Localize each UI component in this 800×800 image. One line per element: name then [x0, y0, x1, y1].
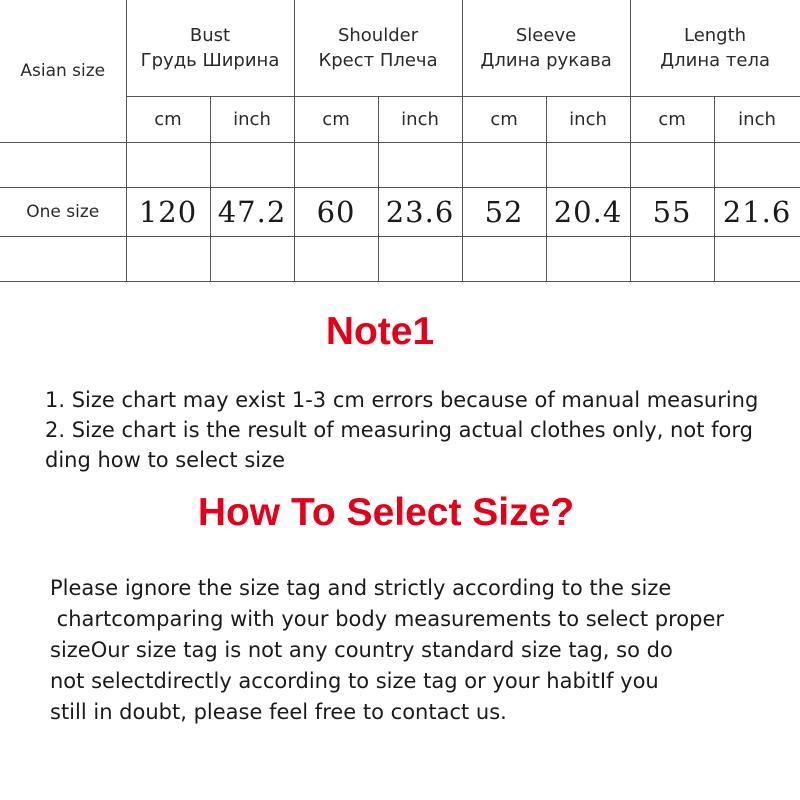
empty-cell [546, 143, 630, 188]
bust-cm-value: 120 [126, 188, 210, 237]
unit-cell: cm [462, 97, 546, 143]
asian-size-header: Asian size [0, 0, 126, 143]
length-inch-value: 21.6 [714, 188, 800, 237]
unit-cell: cm [630, 97, 714, 143]
note-line: 2. Size chart is the result of measuring actual clothes only, not forg [45, 418, 753, 442]
note-line: 1. Size chart may exist 1-3 cm errors because of manual measuring [45, 388, 759, 412]
empty-cell [630, 237, 714, 282]
empty-cell [0, 237, 126, 282]
empty-cell [210, 237, 294, 282]
empty-cell [462, 143, 546, 188]
sleeve-header [462, 0, 630, 97]
empty-cell [546, 237, 630, 282]
empty-cell [126, 143, 210, 188]
unit-cell: cm [294, 97, 378, 143]
sleeve-header-ru: Длина рукава [480, 50, 612, 71]
sleeve-header-en: Sleeve [515, 25, 577, 46]
shoulder-header-en: Shoulder [337, 25, 419, 46]
unit-cell: inch [378, 97, 462, 143]
empty-cell [126, 237, 210, 282]
empty-cell [714, 143, 800, 188]
shoulder-cm-value: 60 [294, 188, 378, 237]
length-header-en: Length [683, 25, 747, 46]
unit-cell: inch [714, 97, 800, 143]
instruction-line: chartcomparing with your body measurements to select proper [50, 607, 725, 631]
length-header-ru: Длина тела [660, 50, 770, 71]
shoulder-inch-value: 23.6 [378, 188, 462, 237]
empty-cell [210, 143, 294, 188]
table-header-row [0, 0, 800, 97]
unit-cell: cm [126, 97, 210, 143]
shoulder-header-ru: Крест Плеча [318, 50, 438, 71]
one-size-label: One size [0, 188, 126, 237]
bust-inch-value: 47.2 [210, 188, 294, 237]
bust-header [126, 0, 294, 97]
empty-cell [378, 237, 462, 282]
empty-row [0, 237, 800, 282]
one-size-row [0, 188, 800, 237]
empty-cell [294, 143, 378, 188]
length-header [630, 0, 800, 97]
instruction-line: not selectdirectly according to size tag or your habitIf you [50, 669, 659, 693]
empty-row [0, 143, 800, 188]
how-to-select-size-title: How To Select Size? [197, 491, 575, 534]
note-title: Note1 [325, 310, 435, 353]
bust-header-ru: Грудь Ширина [140, 50, 280, 71]
empty-cell [630, 143, 714, 188]
instruction-line: still in doubt, please feel free to contact us. [50, 700, 507, 724]
instruction-line: sizeOur size tag is not any country standard size tag, so do [50, 638, 673, 662]
instruction-line: Please ignore the size tag and strictly according to the size [50, 576, 672, 600]
empty-cell [378, 143, 462, 188]
size-chart-table [0, 0, 800, 282]
empty-cell [714, 237, 800, 282]
note-line: ding how to select size [45, 448, 286, 472]
sleeve-inch-value: 20.4 [546, 188, 630, 237]
bust-header-en: Bust [189, 25, 231, 46]
unit-cell: inch [210, 97, 294, 143]
empty-cell [462, 237, 546, 282]
sleeve-cm-value: 52 [462, 188, 546, 237]
shoulder-header [294, 0, 462, 97]
unit-cell: inch [546, 97, 630, 143]
empty-cell [0, 143, 126, 188]
length-cm-value: 55 [630, 188, 714, 237]
empty-cell [294, 237, 378, 282]
